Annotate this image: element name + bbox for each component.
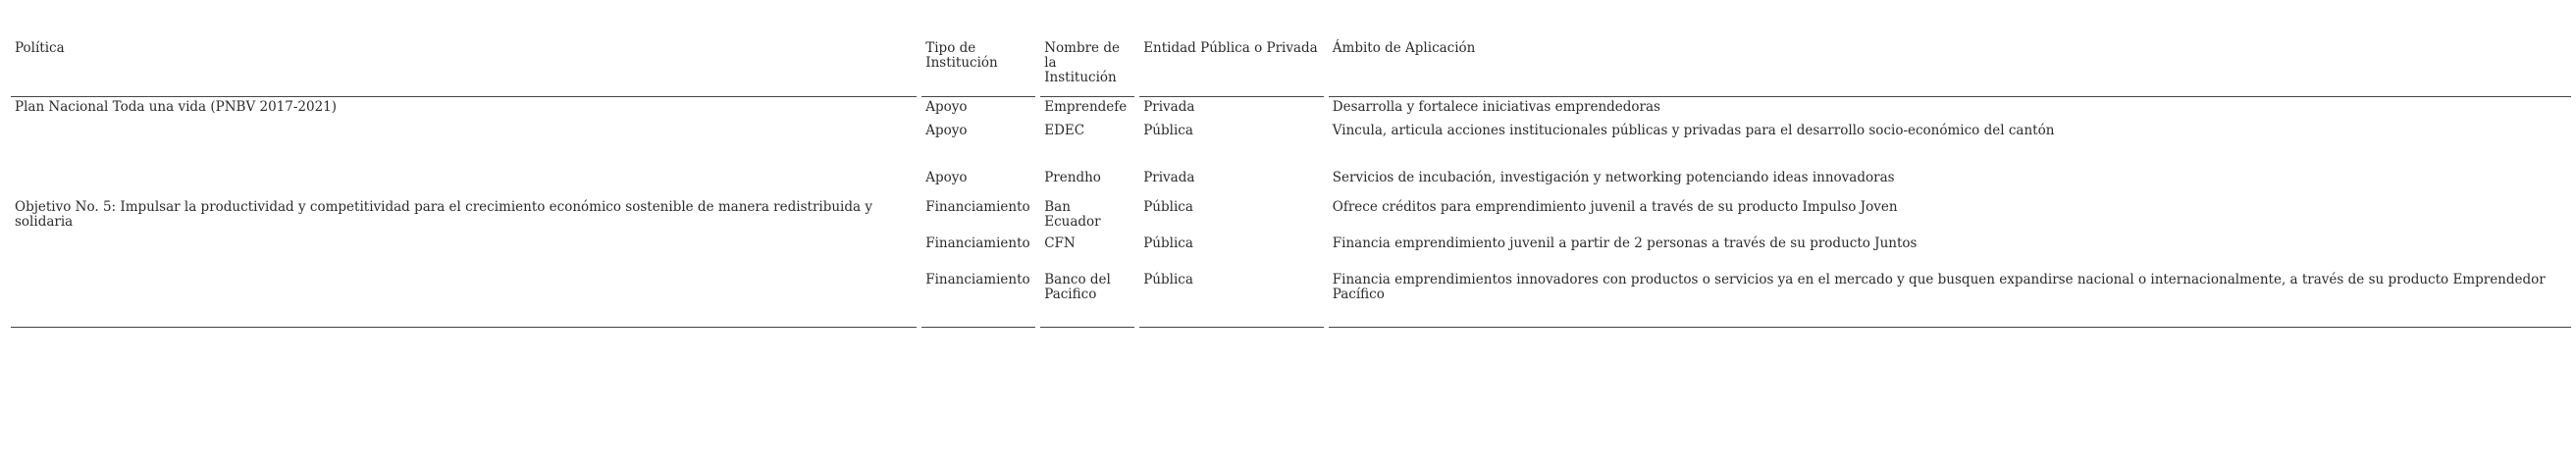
header-tipo-institucion: Tipo de Institución — [921, 39, 1035, 97]
cell-nombre: Banco del Pacifico — [1040, 270, 1134, 328]
cell-ambito: Ofrece créditos para emprendimiento juvenil a través de su producto Impulso Joven — [1332, 199, 1898, 215]
header-politica: Política — [11, 39, 917, 97]
cell-tipo: Financiamiento — [925, 235, 1030, 251]
table-row — [11, 270, 2571, 328]
cell-ambito: Servicios de incubación, investigación y networking potenciando ideas innovadoras — [1332, 170, 1895, 185]
cell-tipo: Apoyo — [925, 123, 968, 138]
cell-entidad: Pública — [1143, 199, 1193, 215]
table-row — [11, 97, 2571, 121]
cell-tipo: Financiamiento — [921, 270, 1035, 328]
cell-tipo: Apoyo — [925, 99, 968, 115]
cell-ambito: Financia emprendimiento juvenil a partir de 2 personas a través de su producto Juntos — [1332, 235, 1918, 251]
cell-entidad: Pública — [1143, 235, 1193, 251]
header-nombre-institucion: Nombre de la Institución — [1040, 39, 1134, 97]
cell-entidad: Privada — [1143, 99, 1195, 115]
politica-empty — [11, 121, 917, 168]
table-row — [11, 168, 2571, 197]
politica-empty — [11, 270, 917, 328]
table-row — [11, 234, 2571, 270]
politica-empty — [11, 234, 917, 270]
table-row — [11, 197, 2571, 234]
header-entidad: Entidad Pública o Privada — [1139, 39, 1324, 97]
cell-tipo: Financiamiento — [925, 199, 1030, 215]
cell-ambito: Desarrolla y fortalece iniciativas emprendedoras — [1332, 99, 1660, 115]
cell-nombre: Emprendefe — [1044, 99, 1128, 115]
cell-nombre: CFN — [1044, 235, 1076, 251]
cell-ambito: Vincula, articula acciones institucionales públicas y privadas para el desarrollo socio-económico del cantón — [1332, 123, 2055, 138]
cell-nombre: EDEC — [1044, 123, 1085, 138]
cell-nombre: Ban Ecuador — [1044, 199, 1101, 230]
politica-plan: Plan Nacional Toda una vida (PNBV 2017-2021) — [15, 99, 338, 115]
cell-entidad: Pública — [1143, 123, 1193, 138]
header-ambito: Ámbito de Aplicación — [1329, 39, 2571, 97]
cell-ambito: Financia emprendimientos innovadores con productos o servicios ya en el mercado y que busquen expandirse nacional o internacionalmente, a través de su producto Emprendedor Pacífico — [1329, 270, 2571, 328]
cell-tipo: Apoyo — [925, 170, 968, 185]
table-header-row — [11, 39, 2571, 97]
politica-empty — [11, 168, 917, 197]
cell-entidad: Pública — [1139, 270, 1324, 328]
politica-objetivo: Objetivo No. 5: Impulsar la productividad y competitividad para el crecimiento económico sostenible de manera redistribuida y solidaria — [15, 199, 872, 230]
cell-entidad: Privada — [1143, 170, 1195, 185]
cell-nombre: Prendho — [1044, 170, 1101, 185]
table-row — [11, 121, 2571, 168]
policy-table — [6, 39, 2576, 328]
